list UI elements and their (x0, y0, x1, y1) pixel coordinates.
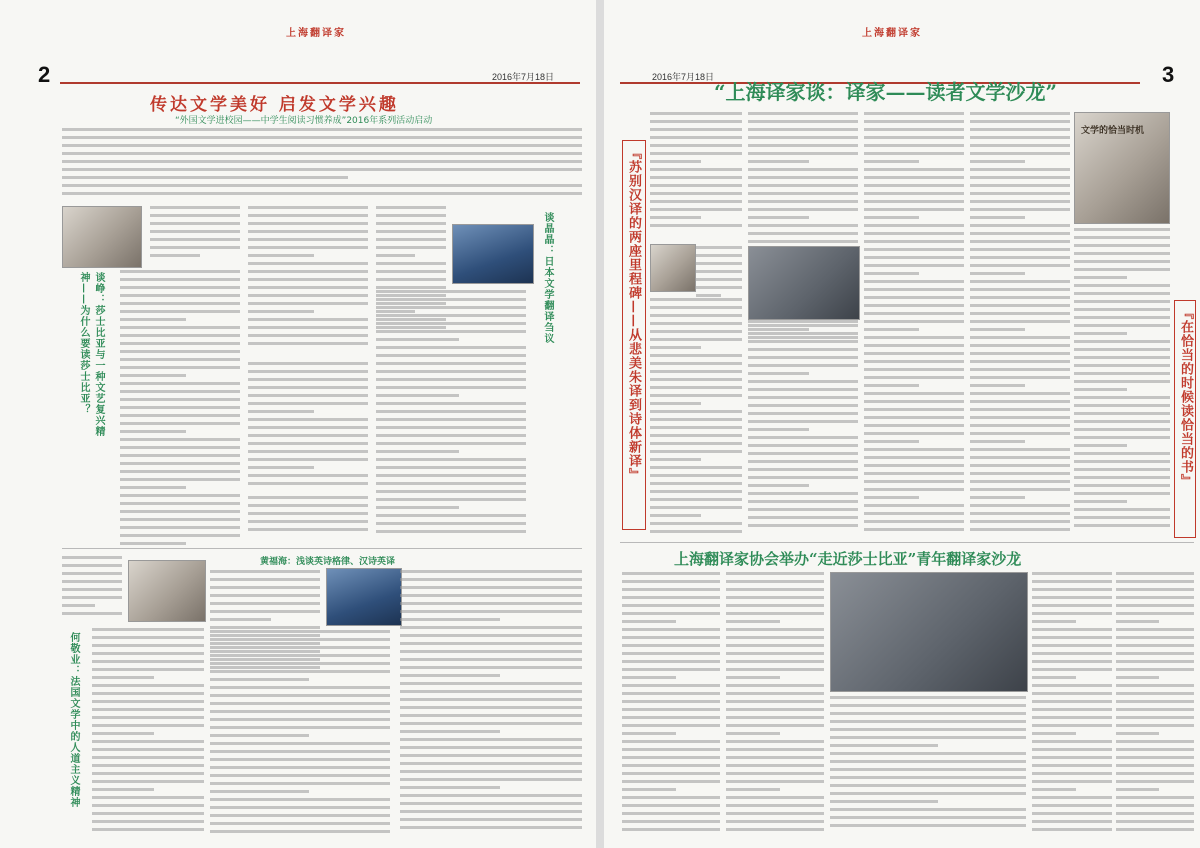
right-lower-col-2 (726, 572, 824, 838)
salon-photo-1 (748, 246, 860, 320)
right-date: 2016年7月18日 (652, 72, 715, 82)
right-col-3 (864, 112, 964, 536)
right-col-2b (748, 324, 858, 536)
right-col-1c (650, 298, 742, 538)
section-divider-right (620, 542, 1194, 543)
column-text-1 (120, 270, 240, 550)
speaker-photo-1 (62, 206, 142, 268)
right-headline: “上海译家谈：译家——读者文学沙龙” (714, 80, 1058, 104)
column-text-3 (376, 290, 526, 540)
right-col-4 (970, 112, 1070, 536)
vertical-headline-hejingye: 何敬业：法国文学中的人道主义精神 (68, 632, 79, 808)
speaker-photo-right (1074, 112, 1170, 224)
vertical-headline-tanjingjing: 谈晶晶：日本文学翻译刍议 (542, 212, 553, 344)
lower-text-2 (92, 628, 204, 838)
book-cover-photo (650, 244, 696, 292)
left-masthead: 上海翻译家 (286, 28, 346, 39)
intro-text-block (62, 128, 582, 200)
left-headline: 传达文学美好 启发文学兴趣 (150, 95, 399, 115)
salon-photo-2 (830, 572, 1028, 692)
vertical-headline-qiadang: 『在恰当的时候读恰当的书』 (1178, 306, 1193, 488)
right-page-number: 3 (1162, 62, 1175, 87)
section-divider-left (62, 548, 582, 549)
right-col-1b (696, 246, 742, 306)
right-lower-col-4 (1032, 572, 1112, 838)
lower-text-4 (210, 630, 390, 838)
right-lower-col-3 (830, 696, 1026, 838)
vertical-headline-tanzheng: 谈峥：莎士比亚与一种文艺复兴精神——为什么要读莎士比亚？ (78, 272, 104, 437)
left-date: 2016年7月18日 (492, 72, 555, 82)
right-page (604, 0, 1200, 848)
column-text-2 (248, 206, 368, 356)
subhead-huangfuhai: 黄福海：浅谈英诗格律、汉诗英译 (260, 557, 396, 567)
right-masthead: 上海翻译家 (862, 28, 922, 39)
right-lower-col-1 (622, 572, 720, 838)
column-text-2c (248, 496, 368, 536)
right-lower-col-5 (1116, 572, 1194, 838)
lower-text-1 (62, 556, 122, 626)
left-header-rule (60, 82, 580, 84)
photo-sign-text: 文学的恰当时机 (1081, 126, 1145, 136)
speaker-photo-4 (326, 568, 402, 626)
right-col-1a (650, 112, 742, 238)
speaker-photo-3 (128, 560, 206, 622)
left-page (0, 0, 596, 848)
left-subheadline: “外国文学进校园——中学生阅读习惯养成”2016年系列活动启动 (175, 116, 433, 126)
page-gutter (596, 0, 604, 848)
column-text-1b (150, 206, 240, 266)
right-headline-2: 上海翻译家协会举办“走近莎士比亚”青年翻译家沙龙 (674, 550, 1022, 568)
speaker-photo-2 (452, 224, 534, 284)
lower-text-5 (400, 570, 582, 838)
left-page-number: 2 (38, 62, 51, 87)
vertical-headline-subie: 『苏别汉译的两座里程碑——从悲美朱译到诗体新译』 (626, 146, 641, 482)
right-col-5 (1074, 228, 1170, 536)
column-text-2b (248, 362, 368, 492)
